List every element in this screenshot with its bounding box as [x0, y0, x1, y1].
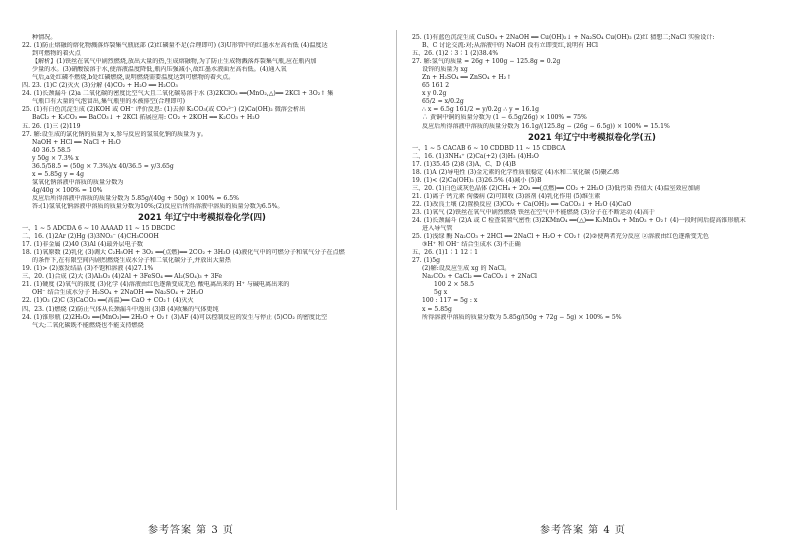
answer-line: 三、20. (1)合成 (2)大 (3)Al₂O₃ (4)2Al + 3FeSO₄ ══ Al₂(SO₄)₃ + 3Fe [22, 273, 223, 281]
answer-line: 反应后所得溶液中溶质的质量分数为 16.1g/(125.8g − (26g − 6.5g)) × 100% = 15.1% [422, 122, 670, 130]
answer-line: 二、16. (1)2Ar (2)Hg (3)3NO₃⁻ (4)CH₃COOH [22, 233, 159, 241]
answer-line: x = 5.85g y = 4g [32, 170, 85, 178]
answer-line: 18. (1)A (2)导电性 (3)金元素的化学性质很稳定 (4)水和二氧化碳 (5)聚乙烯 [412, 168, 620, 176]
answer-line: x = 5.85g [422, 305, 452, 313]
answer-line: x y 0.2g [422, 90, 447, 98]
answer-line: 少量的水。(3)硝酸铵溶于水,使溶液温度降低,瓶内压强减小,故红墨水液面左高右低。(4)通入氧 [32, 66, 287, 74]
answer-line: 气瓶口有大量的气泡冒出,集气瓶里的水被排空(合理即可) [32, 98, 185, 106]
right-answers-part-2 [412, 145, 772, 322]
answer-line: 五、26. (1)2∶3∶1 (2)38.4% [412, 50, 499, 58]
page-footer-right: 参考答案 第 4 页 [540, 525, 626, 536]
answer-line: 17. (1)35.45 (2)8 (3)A、C、D (4)B [412, 160, 516, 168]
answer-line: OH⁻ 结合生成水分子 H₂SO₄ + 2NaOH ══ Na₂SO₄ + 2H₂O [32, 289, 204, 297]
left-answers-part-2 [22, 225, 382, 330]
answer-line: 100 2 × 58.5 [434, 281, 474, 289]
answer-line: 【解析】(1)铁丝在氧气中剧烈燃烧,放出大量的热,生成熔融物,为了防止生成物溅落炸裂集气瓶,应在瓶内加 [32, 58, 317, 66]
answer-line: ∴ 黄铜中铜的质量分数为 (1 − 6.5g/26g) × 100% = 75% [422, 114, 587, 122]
answer-line: 反应后所得溶液中溶质的质量分数为 5.85g/(40g + 50g) × 100% = 6.5% [32, 194, 239, 202]
answer-line: 4g/40g × 100% = 10% [32, 186, 103, 194]
answer-line: 二、16. (1)3NH₄⁺ (2)Ca(+2) (3)H₂ (4)H₂O [412, 152, 539, 160]
answer-line: 27. (1)5g [412, 257, 441, 265]
answer-line: 种情况。 [32, 34, 57, 41]
column-divider [396, 30, 397, 510]
answer-line: 25. (1)有白色沉淀生成 (2)KOH 或 OH⁻ 评价反思: (1)去掉 K₂CO₃(或 CO₃²⁻) (2)Ca(OH)₂ 微溶会析出 [22, 106, 306, 114]
answer-line: 气大;二氧化碳既不能燃烧也不能支持燃烧 [32, 321, 144, 329]
answer-line: 一、1 ~ 5 ADCDA 6 ~ 10 AAAAD 11 ~ 15 DBCDC [22, 225, 176, 233]
answer-line: 的条件下,在有限空间内剧烈燃烧生成水分子和二氧化碳分子,并放出大量热 [32, 257, 231, 265]
answer-line: 22. (1)防止熔融的熔化物溅落炸裂集气瓶底部 (2)红磷量不足(合理即可) (3)U形管中的红墨水左高右低 (4)温度达 [22, 42, 328, 50]
answer-line: 一、1 ~ 5 CACAB 6 ~ 10 CDDBD 11 ~ 15 CDBCA [412, 144, 566, 152]
answer-line: 三、20. (1)白色或灰色晶体 (2)CH₄ + 2O₂ ══(点燃)══ CO₂ + 2H₂O (3)低污染 热值大 (4)温室效应加剧 [412, 184, 700, 192]
answer-line: 24. (1)锥形瓶 (2)2H₂O₂ ══(MnO₂)══ 2H₂O + O₂↑ (3)AF (4)可以控制反应的发生与停止 (5)CO₂ 的密度比空 [22, 313, 328, 321]
answer-line: 五. 26. (1)三 (2)119 [22, 122, 81, 130]
answer-line: 18. (1)氧原数 (2)乳化 (3)调大 C₂H₅OH + 3O₂ ══(点燃)══ 2CO₂ + 3H₂O (4)液化气中的可燃分子和氧气分子在点燃 [22, 249, 345, 257]
answer-line: 22. (1)O₂ (2)C (3)CaCO₃ ══(高温)══ CaO + CO₂↑ (4)灭火 [22, 297, 194, 305]
answer-line: ③H⁺ 和 OH⁻ 结合生成水 (3)不正确 [422, 241, 521, 249]
answer-line: 进入导气管 [422, 225, 453, 233]
answer-line: 气后,a处红磷不燃烧,b处红磷燃烧,说明燃烧需要温度达到可燃物的着火点。 [32, 74, 235, 82]
answer-line: 所得溶液中溶质的质量分数为 5.85g/(50g + 72g − 5g) × 100% = 5% [422, 313, 622, 321]
answer-line: 四. 23. (1)C (2)灭火 (3)分解 (4)CO₂ + H₂O ══ H₂CO₃ [22, 82, 178, 90]
answer-line: Zn + H₂SO₄ ══ ZnSO₄ + H₂↑ [422, 74, 512, 82]
answer-line: 25. (1)有蓝色沉淀生成 CuSO₄ + 2NaOH ══ Cu(OH)₂↓ + Na₂SO₄ Cu(OH)₂ (2)红 猜想二;NaCl 实验设计: [412, 34, 715, 41]
left-answers-part-1 [22, 34, 382, 211]
answer-line: 四、23. (1)燃烧 (2)防止气体从长颈漏斗中逸出 (3)B (4)收集的气体更纯 [22, 305, 219, 313]
section-title-five: 2021 年辽宁中考模拟卷化学(五) [528, 132, 656, 143]
answer-line: 21. (1)离子 钙元素 佝偻病 (2)可回收 (3)溶剂 (4)乳化作用 (5)维生素 [412, 192, 601, 200]
answer-line: 答:(1)氢氧化钠溶液中溶质的质量分数为10%;(2)反应后所得溶液中溶质的质量分数为6.5%。 [32, 202, 284, 210]
left-column [22, 34, 382, 330]
answer-line: 17. (1)非金属 (2)40 (3)Al (4)最外层电子数 [22, 241, 143, 249]
answer-line: B、C 讨论交流:对;从溶液中的 NaOH 没有立即变红,说明有 HCl [422, 42, 599, 50]
answer-line: 36.5/58.5 = (50g × 7.3%)/x 40/36.5 = y/3.65g [32, 162, 174, 170]
right-answers-part-1 [412, 34, 772, 131]
answer-line: 五、26. (1)1∶1 12∶1 [412, 249, 478, 257]
answer-line: 23. (1)氧气 (2)铁丝在氧气中剧烈燃烧 铁丝在空气中不能燃烧 (3)分子在不断运动 (4)高于 [412, 208, 655, 216]
answer-line: BaCl₂ + K₂CO₃ ══ BaCO₃↓ + 2KCl 拓展应用: CO₂ + 2KOH ══ K₂CO₃ + H₂O [32, 114, 260, 122]
answer-line: 21. (1)硬度 (2)氧气的浓度 (3)化学 (4)溶液由红色逐渐变成无色 酸电离出来的 H⁺ 与碱电离出来的 [22, 281, 290, 289]
answer-line: 65/2 = x/0.2g [422, 98, 464, 106]
answer-line: 65 161 2 [422, 82, 450, 90]
answer-line: 设锌的质量为 xg [422, 66, 468, 74]
answer-line: 5g x [434, 289, 448, 297]
answer-line: Na₂CO₃ + CaCl₂ ══ CaCO₃↓ + 2NaCl [422, 273, 537, 281]
answer-line: 25. (1)浅绿 酶 Na₂CO₃ + 2HCl ══ 2NaCl + H₂O + CO₂↑ (2)②使两者充分反应 ②溶液由红色逐渐变无色 [412, 233, 709, 241]
answer-line: (2)解:设反应生成 xg 的 NaCl。 [422, 265, 511, 273]
answer-line: NaOH + HCl ══ NaCl + H₂O [32, 138, 121, 146]
answer-line: 24. (1)长颈漏斗 (2)a 二氧化碳的密度比空气大且二氧化碳易溶于水 (3)2KClO₃ ══(MnO₂,△)══ 2KCl + 3O₂↑ 集 [22, 90, 334, 98]
answer-line: 22. (1)改良土壤 (2)置换反应 (3)CO₂ + Ca(OH)₂ ══ CaCO₃↓ + H₂O (4)CaO [412, 200, 632, 208]
answer-line: 27. 解:氢气的质量 = 26g + 100g − 125.8g = 0.2g [412, 58, 561, 66]
answer-line: 到可燃物的着火点 [32, 50, 81, 58]
answer-line: y 50g × 7.3% x [32, 154, 79, 162]
answer-line: 27. 解:设生成的氯化钠的质量为 x,参与反应的氢氧化钠的质量为 y。 [22, 130, 207, 138]
answer-line: ∴ x = 6.5g 161/2 = y/0.2g ∴ y = 16.1g [422, 106, 540, 114]
answer-line: 24. (1)长颈漏斗 (2)A 或 C 检查装置气密性 (3)2KMnO₄ ══(△)══ K₂MnO₄ + MnO₂ + O₂↑ (4)一段时间后提高锥形瓶末 [412, 216, 746, 224]
answer-line: 40 36.5 58.5 [32, 146, 71, 154]
section-title-four: 2021 年辽宁中考模拟卷化学(四) [138, 213, 266, 224]
answer-line: 19. (1)< (2)Ca(OH)₂ (3)26.5% (4)减小 (5)B [412, 176, 542, 184]
right-column [412, 34, 772, 322]
page-footer-left: 参考答案 第 3 页 [148, 525, 234, 536]
answer-line: 氢氧化钠溶液中溶质的质量分数为 [32, 178, 124, 186]
answer-line: 19. (1)> (2)蒸发结晶 (3)不饱和溶液 (4)27.1% [22, 265, 154, 273]
answer-line: 100 : 117 = 5g : x [422, 297, 478, 305]
